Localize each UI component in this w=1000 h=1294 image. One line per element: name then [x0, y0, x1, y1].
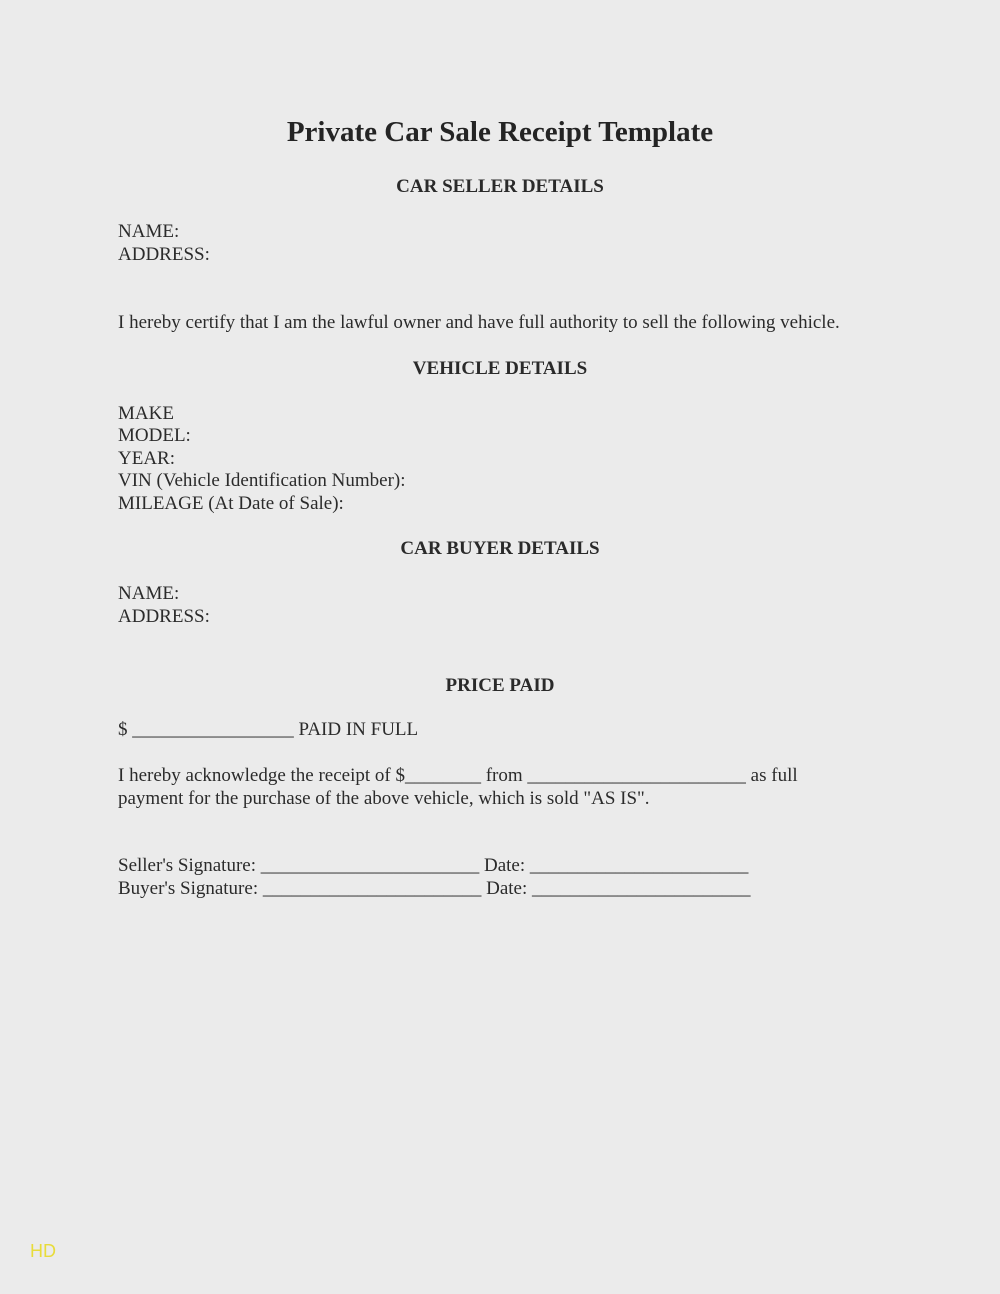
- document-title: Private Car Sale Receipt Template: [286, 116, 714, 148]
- seller-details-heading: CAR SELLER DETAILS: [396, 176, 604, 197]
- price-paid-line: $ _________________ PAID IN FULL: [118, 719, 419, 740]
- buyer-signature-line: Buyer's Signature: _______________________ Date: _______________________: [118, 878, 751, 899]
- hd-watermark: HD: [30, 1241, 56, 1261]
- buyer-address-label: ADDRESS:: [118, 606, 210, 627]
- seller-name-label: NAME:: [118, 221, 180, 242]
- vehicle-year-label: YEAR:: [118, 448, 175, 469]
- vehicle-vin-label: VIN (Vehicle Identification Number):: [118, 470, 406, 491]
- vehicle-mileage-label: MILEAGE (At Date of Sale):: [118, 493, 344, 514]
- vehicle-model-label: MODEL:: [118, 425, 191, 446]
- acknowledgement-line-1: I hereby acknowledge the receipt of $________ from _______________________ as full: [118, 765, 798, 786]
- ownership-certification: I hereby certify that I am the lawful owner and have full authority to sell the following vehicle.: [118, 312, 840, 333]
- buyer-details-heading: CAR BUYER DETAILS: [400, 538, 600, 559]
- seller-signature-line: Seller's Signature: _______________________ Date: _______________________: [118, 855, 749, 876]
- buyer-name-label: NAME:: [118, 583, 180, 604]
- vehicle-make-label: MAKE: [118, 403, 174, 424]
- seller-address-label: ADDRESS:: [118, 244, 210, 265]
- acknowledgement-line-2: payment for the purchase of the above vehicle, which is sold "AS IS".: [118, 788, 650, 809]
- vehicle-details-heading: VEHICLE DETAILS: [412, 358, 588, 379]
- price-paid-heading: PRICE PAID: [445, 675, 555, 696]
